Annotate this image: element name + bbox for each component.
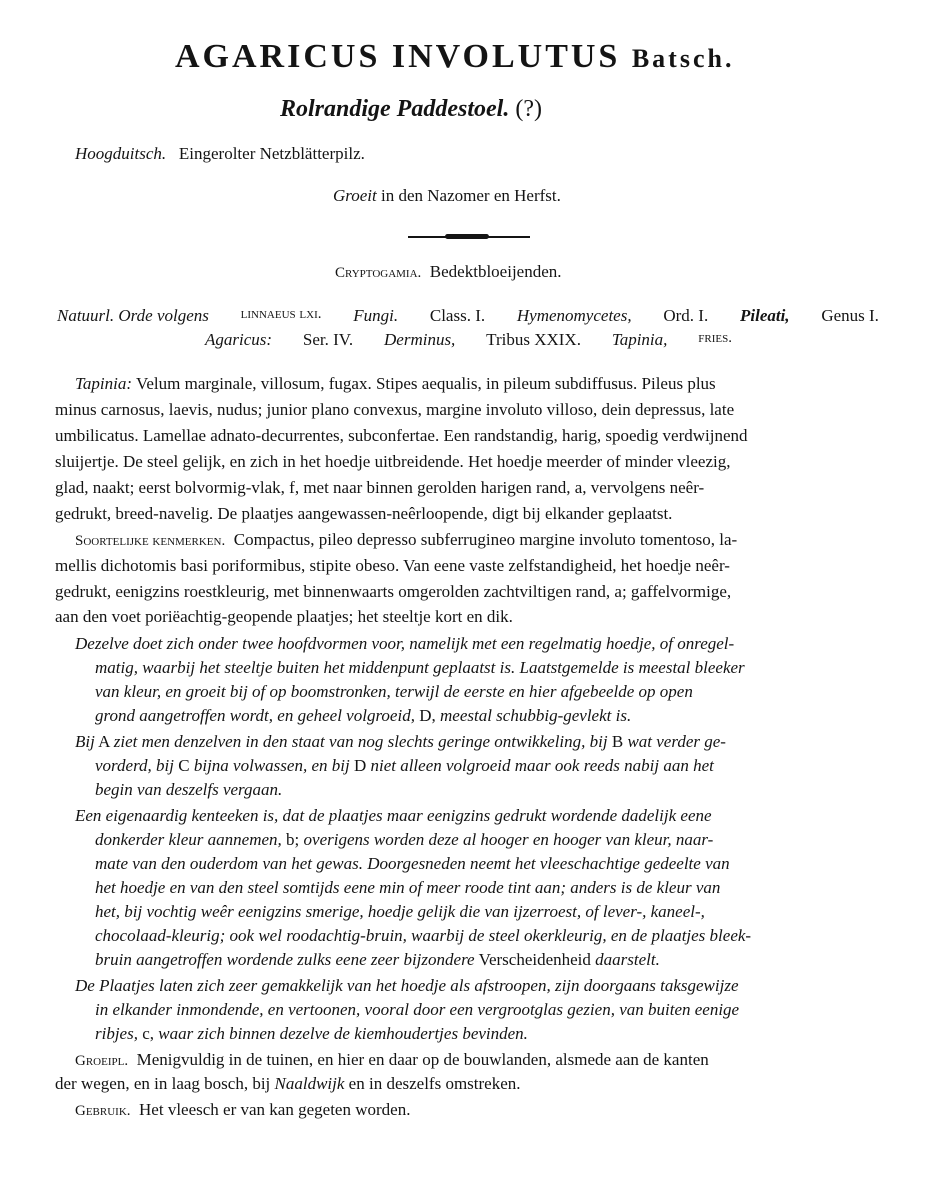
soortelijke-line-1: [75, 530, 737, 550]
stages-letter-d: D: [353, 756, 367, 775]
class-genus: Genus I.: [821, 306, 879, 325]
stages-letter-a: A: [98, 732, 110, 751]
feature-verscheidenheid: Verscheidenheid: [478, 950, 591, 969]
class-fries: fries.: [698, 330, 732, 346]
title-author: Batsch.: [631, 44, 735, 73]
german-name-line: [75, 144, 365, 164]
feature-text-7c: daarstelt.: [595, 950, 660, 969]
tapinia-label: Tapinia:: [75, 374, 133, 393]
class-agaricus: Agaricus:: [205, 330, 273, 349]
forms-text-4c: meestal schubbig-gevlekt is.: [440, 706, 632, 725]
dutch-name: [280, 96, 542, 123]
forms-line-4: [95, 706, 631, 726]
class-derminus: Derminus,: [384, 330, 456, 349]
class-series: Ser. IV.: [302, 330, 354, 349]
stages-letter-c: C: [178, 756, 190, 775]
tapinia-text-3: umbilicatus. Lamellae adnato-decurrentes, subconfertae. Een randstandig, harig, spoedig verdwijnend: [55, 426, 748, 445]
feature-text-4: het hoedje en van den steel somtijds eene min of meer roode tint aan; anders is de kleur van: [95, 878, 721, 897]
tapinia-line-1: [75, 374, 716, 394]
feature-line-7: [95, 950, 660, 970]
subtitle-text: Rolrandige Paddestoel.: [280, 96, 510, 122]
gills-text-3c: waar zich binnen dezelve de kiemhoudertjes bevinden.: [158, 1024, 528, 1043]
groeiplaats-label: Groeipl.: [75, 1053, 129, 1069]
forms-letter-d: D,: [419, 706, 436, 725]
stages-text-2a: vorderd, bij: [95, 756, 175, 775]
cryptogamia-text: Bedektbloeijenden.: [429, 262, 562, 281]
forms-text-3: van kleur, en groeit bij of op boomstronken, terwijl de eerste en hier afgebeelde op open: [95, 682, 693, 701]
stages-text-1: ziet men denzelven in den staat van nog slechts geringe ontwikkeling, bij: [113, 732, 608, 751]
class-fungi: Fungi.: [353, 306, 399, 325]
cryptogamia-label: Cryptogamia.: [335, 265, 422, 281]
class-pileati: Pileati,: [739, 306, 790, 325]
feature-text-2c: overigens worden deze al hooger en hooger van kleur, naar-: [303, 830, 714, 849]
tapinia-text-2: minus carnosus, laevis, nudus; junior plano convexus, margine involuto villoso, dein depressus, late: [55, 400, 735, 419]
stages-bij: Bij: [75, 732, 95, 751]
gebruik-label: Gebruik.: [75, 1103, 131, 1119]
groeiplaats-line-2: [55, 1074, 521, 1094]
feature-text-5: het, bij vochtig weêr eenigzins smerige, hoedje gelijk die van ijzerroest, of lever-, kaneel-,: [95, 902, 705, 921]
stages-text-2c: bijna volwassen, en bij: [193, 756, 350, 775]
feature-letter-b: b;: [286, 830, 300, 849]
soortelijke-text-1: Compactus, pileo depresso subferrugineo margine involuto tomentoso, la-: [233, 530, 738, 549]
gills-line-3: [95, 1024, 528, 1044]
classification-line-2: [205, 330, 732, 350]
tapinia-text-1: Velum marginale, villosum, fugax. Stipes aequalis, in pileum subdiffusus. Pileus plus: [135, 374, 716, 393]
feature-line-2: [95, 830, 713, 850]
class-linnaeus: linnaeus lxi.: [240, 306, 322, 322]
gills-letter-c: c,: [142, 1024, 155, 1043]
feature-text-3: mate van den ouderdom van het gewas. Doorgesneden neemt het vleeschachtige gedeelte van: [95, 854, 730, 873]
gills-text-2: in elkander inmondende, en vertoonen, vooral door een vergrootglas gezien, van buiten eenige: [95, 1000, 740, 1019]
class-ord: Ord. I.: [663, 306, 709, 325]
soortelijke-text-2: mellis dichotomis basi poriformibus, stipite obeso. Van eene vaste zelfstandigheid, het hoedje neêr-: [55, 556, 730, 575]
subtitle-question: (?): [515, 96, 542, 122]
growth-text: in den Nazomer en Herfst.: [381, 186, 561, 205]
feature-text-7a: bruin aangetroffen wordende zulks eene zeer bijzondere: [95, 950, 475, 969]
groeiplaats-line-1: [75, 1050, 709, 1070]
stages-text-3: begin van deszelfs vergaan.: [95, 780, 283, 799]
forms-text-1: Dezelve doet zich onder twee hoofdvormen voor, namelijk met een regelmatig hoedje, of onregel-: [75, 634, 735, 653]
class-number: Class. I.: [429, 306, 486, 325]
stages-line-2: [95, 756, 714, 776]
german-name: Eingerolter Netzblätterpilz.: [178, 144, 365, 163]
feature-text-6: chocolaad-kleurig; ook wel roodachtig-bruin, waarbij de steel okerkleurig, en de plaatjes bleek-: [95, 926, 752, 945]
gills-text-1: De Plaatjes laten zich zeer gemakkelijk van het hoedje als afstroopen, zijn doorgaans taksgewijze: [75, 976, 739, 995]
gills-text-3a: ribjes,: [95, 1024, 138, 1043]
classification-line-1: [57, 306, 879, 326]
gebruik-text: Het vleesch er van kan gegeten worden.: [139, 1100, 411, 1119]
gebruik-line: [75, 1100, 410, 1120]
groeiplaats-naaldwijk: Naaldwijk: [274, 1074, 345, 1093]
groeiplaats-text-2a: der wegen, en in laag bosch, bij: [55, 1074, 271, 1093]
stages-text-1e: wat verder ge-: [627, 732, 726, 751]
groeiplaats-text-1: Menigvuldig in de tuinen, en hier en daar op de bouwlanden, alsmede aan de kanten: [136, 1050, 709, 1069]
tapinia-text-4: sluijertje. De steel gelijk, en zich in het hoedje uitbreidende. Het hoedje meerder of minder vleezig,: [55, 452, 731, 471]
stages-letter-b: B: [611, 732, 624, 751]
species-title: [175, 38, 734, 76]
class-tapinia: Tapinia,: [611, 330, 668, 349]
feature-text-1: Een eigenaardig kenteeken is, dat de plaatjes maar eenigzins gedrukt wordende dadelijk eene: [75, 806, 712, 825]
stages-line-1: [75, 732, 726, 752]
class-hymenomycetes: Hymenomycetes,: [516, 306, 632, 325]
tapinia-text-6: gedrukt, breed-navelig. De plaatjes aangewassen-neêrloopende, digt bij elkander geplaatst.: [55, 504, 673, 523]
stages-text-2e: niet alleen volgroeid maar ook reeds nabij aan het: [370, 756, 714, 775]
growth-label: Groeit: [333, 186, 377, 205]
soortelijke-text-4: aan den voet poriëachtig-geopende plaatjes; het steeltje kort en dik.: [55, 607, 513, 626]
feature-text-2a: donkerder kleur aannemen,: [95, 830, 282, 849]
groeiplaats-text-2c: en in deszelfs omstreken.: [348, 1074, 521, 1093]
class-order-label: Natuurl. Orde volgens: [57, 306, 209, 325]
german-label: Hoogduitsch.: [75, 144, 167, 163]
growth-line: [333, 186, 561, 206]
tapinia-text-5: glad, naakt; eerst bolvormig-vlak, f, met naar binnen gerolden harigen rand, a, vervolgens neêr-: [55, 478, 705, 497]
cryptogamia-line: [335, 262, 562, 282]
title-main: AGARICUS INVOLUTUS: [175, 38, 632, 75]
forms-text-2: matig, waarbij het steeltje buiten het middenpunt geplaatst is. Laatstgemelde is meestal bleeker: [95, 658, 745, 677]
class-tribus: Tribus XXIX.: [486, 330, 581, 349]
soortelijke-text-3: gedrukt, eenigzins roestkleurig, met binnenwaarts omgerolden zachtviltigen rand, a; gaffelvormige,: [55, 582, 732, 601]
soortelijke-label: Soortelijke kenmerken.: [75, 533, 226, 549]
forms-text-4a: grond aangetroffen wordt, en geheel volgroeid,: [95, 706, 415, 725]
ornamental-rule-center: [445, 234, 489, 239]
